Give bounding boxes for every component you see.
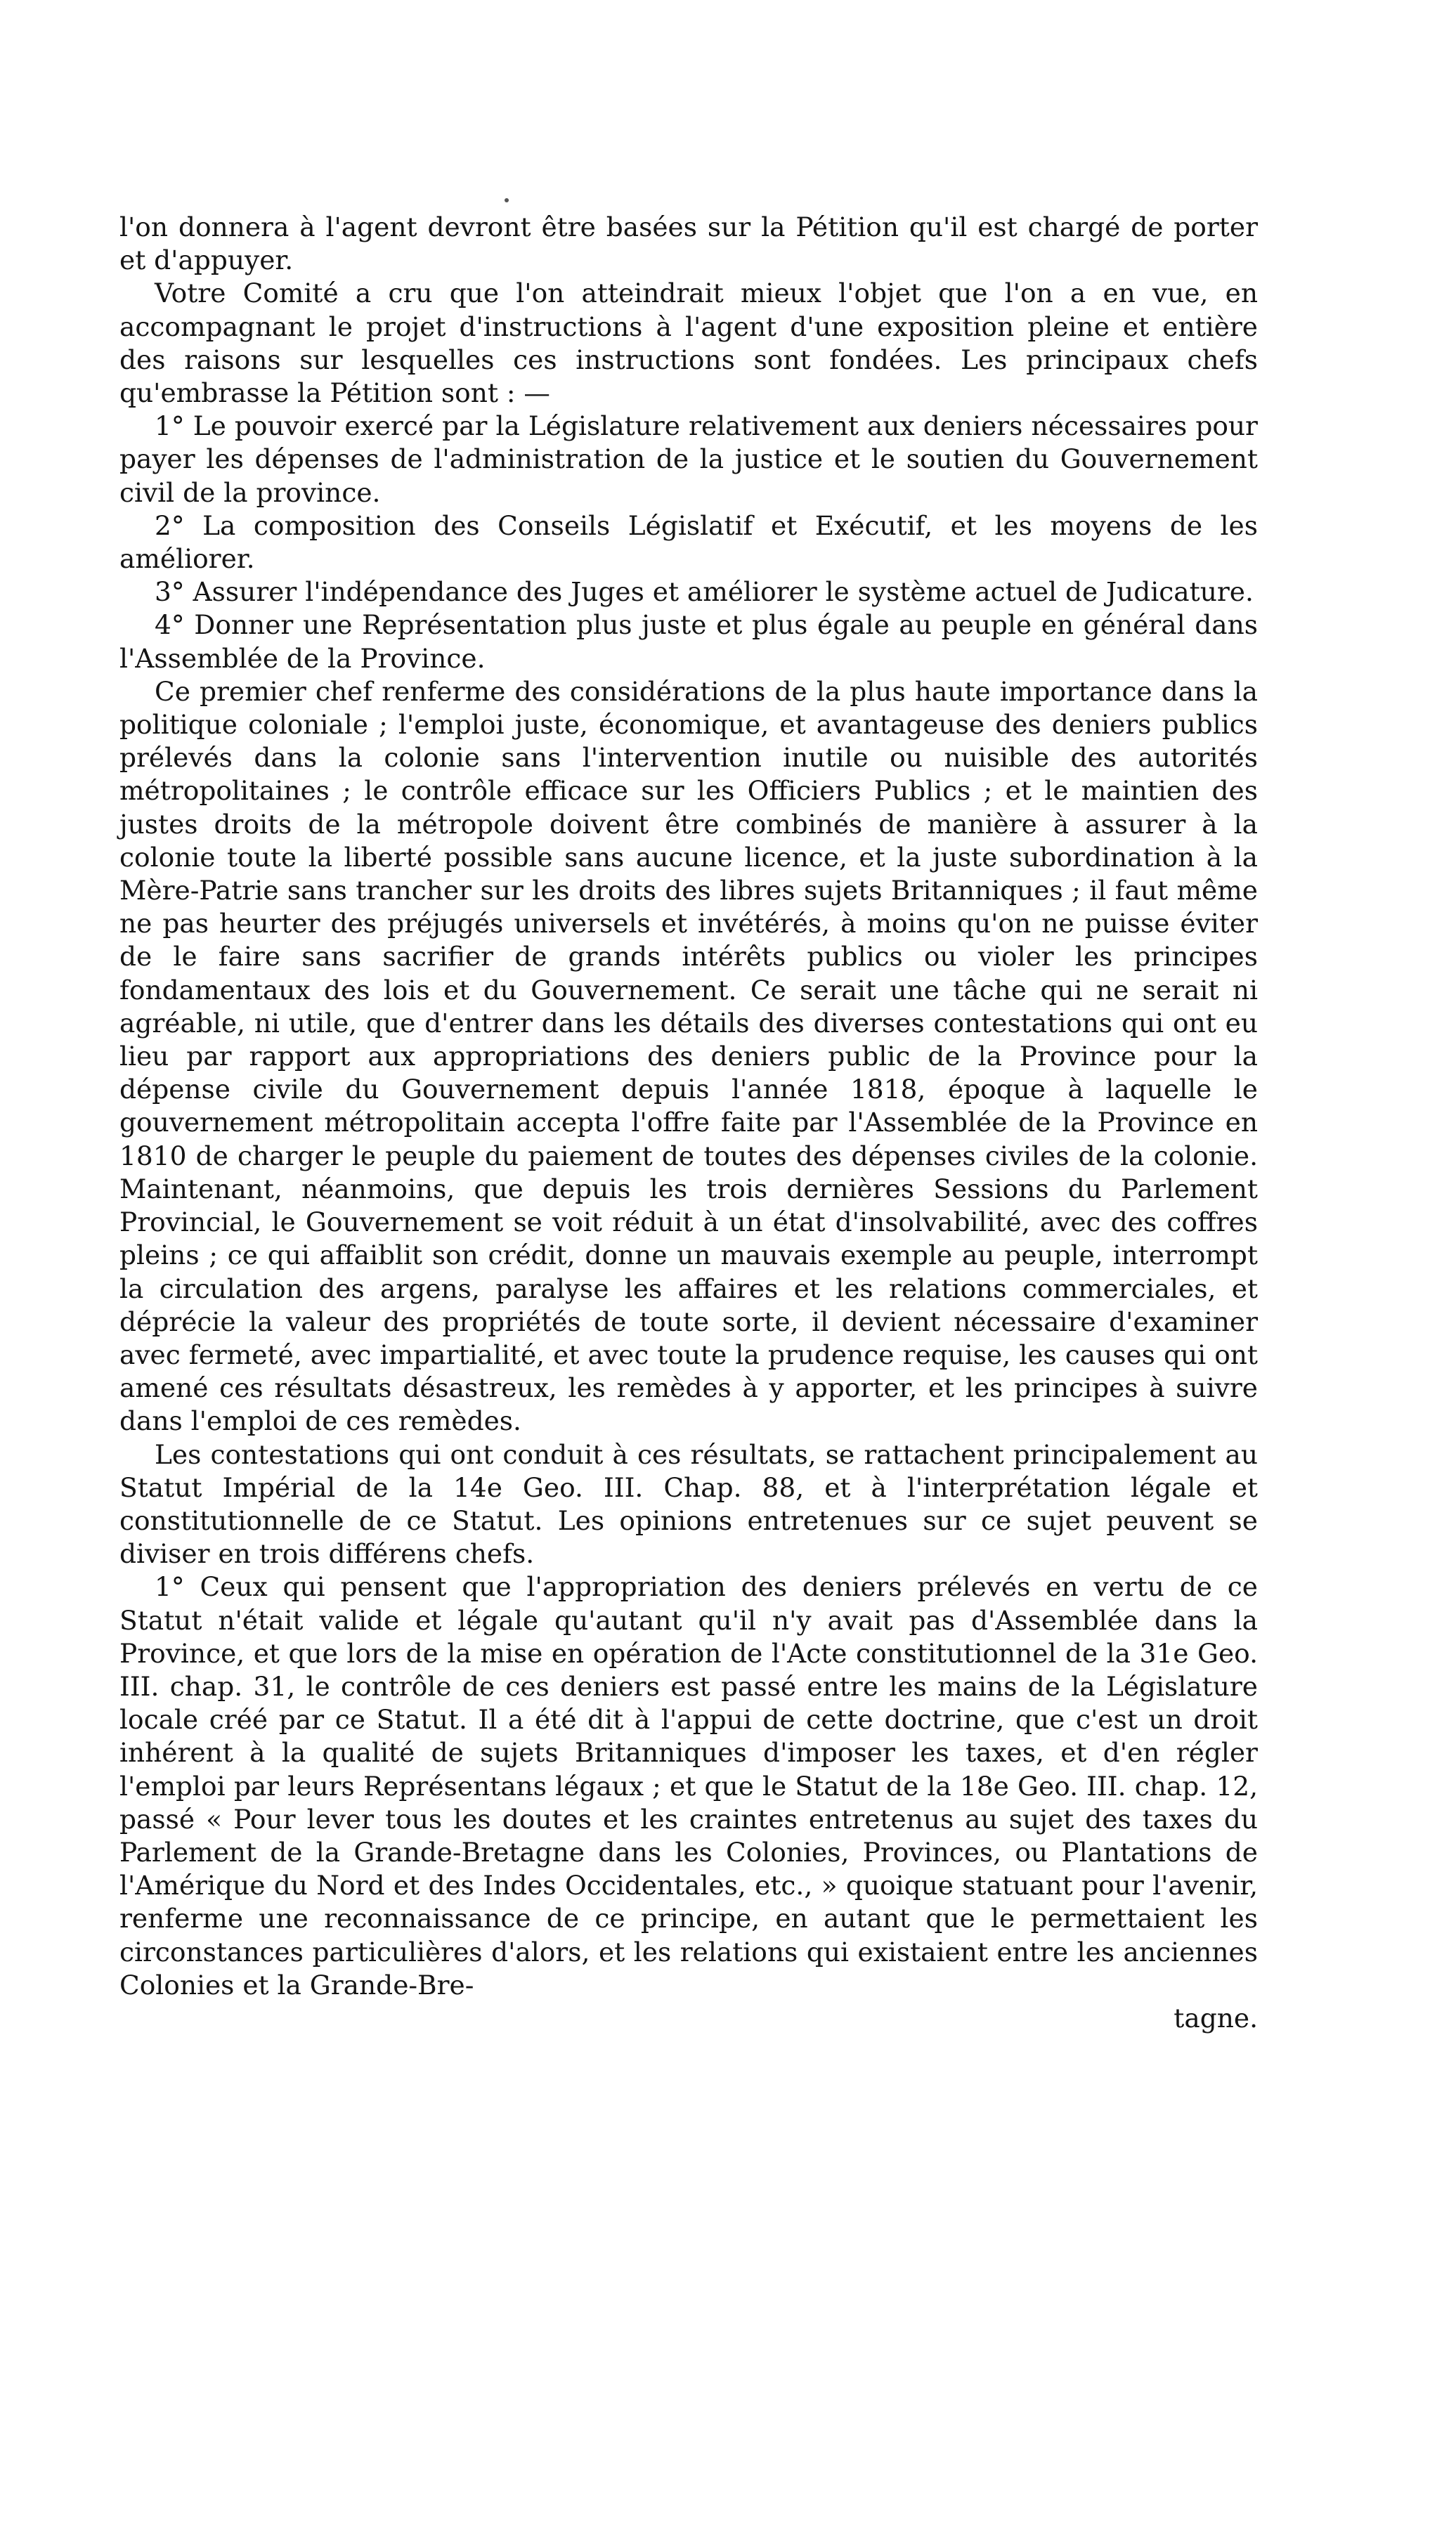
paragraph-premier-chef: Ce premier chef renferme des considérations de la plus haute importance dans la politique coloniale ; l'emploi juste, économique, et avantageuse des deniers publics prélevés dans la colonie sans l'intervention inutile ou nuisible des autorités métropolitaines ; le contrôle efficace sur les Officiers Publics ; et le maintien des justes droits de la métropole doivent être combinés de manière à assurer à la colonie toute la liberté possible sans aucune licence, et la juste subordination à la Mère-Patrie sans trancher sur les droits des libres sujets Britanniques ; il faut même ne pas heurter des préjugés universels et invétérés, à moins qu'on ne puisse éviter de le faire sans sacrifier de grands intérêts publics ou violer les principes fondamentaux des lois et du Gouvernement. Ce serait une tâche qui ne serait ni agréable, ni utile, que d'entrer dans les détails des diverses contestations qui ont eu lieu par rapport aux appropriations des deniers public de la Province pour la dépense civile du Gouvernement depuis l'année 1818, époque à laquelle le gouvernement métropolitain accepta l'offre faite par l'Assemblée de la Province en 1810 de charger le peuple du paiement de toutes des dépenses civiles de la colonie. Maintenant, néanmoins, que depuis les trois dernières Sessions du Parlement Provincial, le Gouvernement se voit réduit à un état d'insolvabilité, avec des coffres pleins ; ce qui affaiblit son crédit, donne un mauvais exemple au peuple, interrompt la circulation des argens, paralyse les affaires et les relations commerciales, et déprécie la valeur des propriétés de toute sorte, il devient nécessaire d'examiner avec fermeté, avec impartialité, et avec toute la prudence requise, les causes qui ont amené ces résultats désastreux, les remèdes à y apporter, et les principes à suivre dans l'emploi de ces remèdes. xyxy=(119,675,1258,1437)
document-page xyxy=(119,211,1258,2035)
paragraph-contestations: Les contestations qui ont conduit à ces résultats, se rattachent principalement au Statut Impérial de la 14e Geo. III. Chap. 88, et à l'interprétation légale et constitutionnelle de ce Statut. Les opinions entretenues sur ce sujet peuvent se diviser en trois différens chefs. xyxy=(119,1438,1258,1570)
list-item-4: 4° Donner une Représentation plus juste et plus égale au peuple en général dans l'Assemblée de la Province. xyxy=(119,609,1258,674)
list-item-3: 3° Assurer l'indépendance des Juges et améliorer le système actuel de Judicature. xyxy=(155,576,1254,608)
paragraph-opinion-1: 1° Ceux qui pensent que l'appropriation des deniers prélevés en vertu de ce Statut n'était valide et légale qu'autant qu'il n'y avait pas d'Assemblée dans la Province, et que lors de la mise en opération de l'Acte constitutionnel de la 31e Geo. III. chap. 31, le contrôle de ces deniers est passé entre les mains de la Législature locale créé par ce Statut. Il a été dit à l'appui de cette doctrine, que c'est un droit inhérent à la qualité de sujets Britanniques d'imposer les taxes, et d'en régler l'emploi par leurs Représentans légaux ; et que le Statut de la 18e Geo. III. chap. 12, passé « Pour lever tous les doutes et les craintes entretenus au sujet des taxes du Parlement de la Grande-Bretagne dans les Colonies, Provinces, ou Plantations de l'Amérique du Nord et des Indes Occidentales, etc., » quoique statuant pour l'avenir, renferme une reconnaissance de ce principe, en autant que le permettaient les circonstances particulières d'alors, et les relations qui existaient entre les anciennes Colonies et la Grande-Bre- xyxy=(119,1571,1258,2001)
list-item-1: 1° Le pouvoir exercé par la Législature relativement aux deniers nécessaires pour payer les dépenses de l'administration de la justice et le soutien du Gouvernement civil de la province. xyxy=(119,410,1258,508)
paragraph-comite: Votre Comité a cru que l'on atteindrait mieux l'objet que l'on a en vue, en accompagnant le projet d'instructions à l'agent d'une exposition pleine et entière des raisons sur lesquelles ces instructions sont fondées. Les principaux chefs qu'embrasse la Pétition sont : — xyxy=(119,278,1258,409)
list-item-2: 2° La composition des Conseils Législatif et Exécutif, et les moyens de les améliorer. xyxy=(119,509,1258,575)
ink-speck xyxy=(505,198,509,202)
paragraph-continuation: l'on donnera à l'agent devront être basées sur la Pétition qu'il est chargé de porter et d'appuyer. xyxy=(119,212,1258,276)
catchword: tagne. xyxy=(1174,2002,1258,2034)
